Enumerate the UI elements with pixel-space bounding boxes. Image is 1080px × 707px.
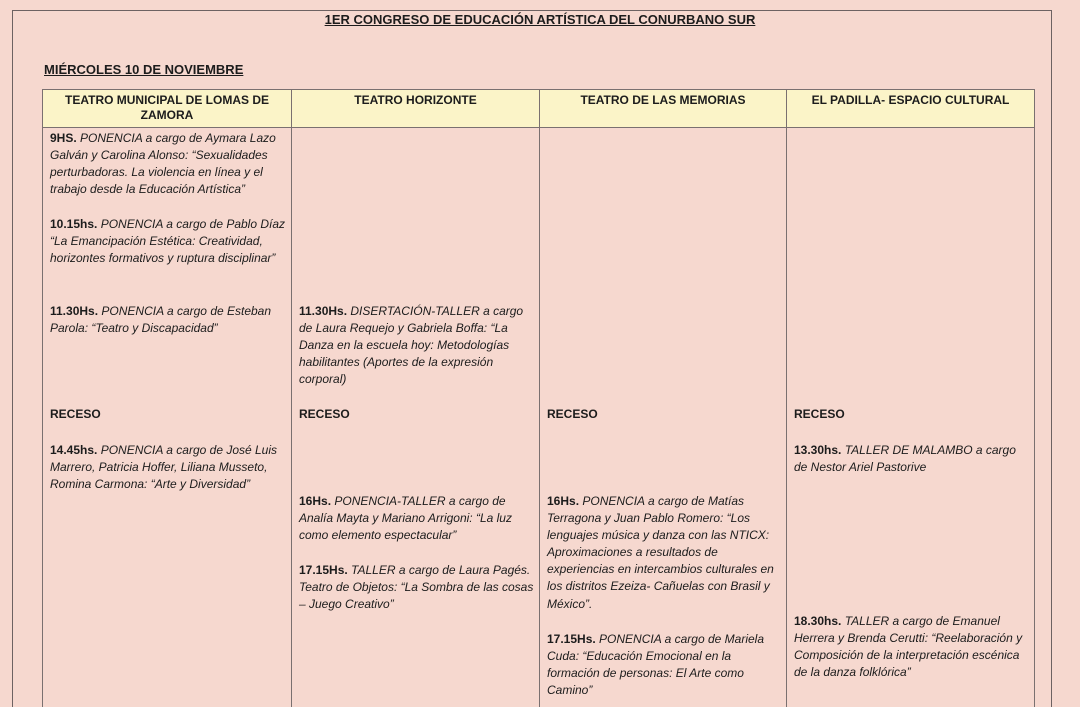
entry-text: TALLER a cargo de Emanuel Herrera y Brenda Cerutti: “Reelaboración y Composición de la interpretación escénica de la danza folklórica” xyxy=(794,614,1023,680)
entry-time: 11.30Hs. xyxy=(299,304,348,318)
day-heading: MIÉRCOLES 10 DE NOVIEMBRE xyxy=(44,62,244,77)
entry-time: 17.15Hs. xyxy=(547,632,596,646)
entry-text: TALLER a cargo de Laura Pagés. Teatro de Objetos: “La Sombra de las cosas – Juego Creativo” xyxy=(299,563,534,612)
venue-header-padilla: EL PADILLA- ESPACIO CULTURAL xyxy=(787,90,1035,128)
receso-label: RECESO xyxy=(547,407,598,421)
document-title: 1ER CONGRESO DE EDUCACIÓN ARTÍSTICA DEL CONURBANO SUR xyxy=(324,12,756,27)
venue-header-horizonte: TEATRO HORIZONTE xyxy=(292,90,540,128)
schedule-entry xyxy=(547,631,781,699)
entry-text: TALLER DE MALAMBO a cargo de Nestor Ariel Pastorive xyxy=(794,443,1016,475)
schedule-entry xyxy=(794,442,1029,476)
entry-text: PONENCIA a cargo de José Luis Marrero, Patricia Hoffer, Liliana Musseto, Romina Carmona: “Arte y Diversidad” xyxy=(50,443,278,492)
receso-label: RECESO xyxy=(299,407,350,421)
schedule-table xyxy=(42,89,1035,707)
receso-label: RECESO xyxy=(794,407,845,421)
entry-time: 10.15hs. xyxy=(50,217,98,231)
schedule-entry xyxy=(299,562,534,613)
entry-time: 16Hs. xyxy=(547,494,580,508)
entry-time: 14.45hs. xyxy=(50,443,98,457)
receso-label: RECESO xyxy=(50,407,101,421)
schedule-entry xyxy=(299,303,534,388)
venue-column-horizonte xyxy=(292,128,540,707)
schedule-entry xyxy=(50,303,286,337)
entry-time: 18.30hs. xyxy=(794,614,842,628)
entry-text: PONENCIA a cargo de Esteban Parola: “Teatro y Discapacidad” xyxy=(50,304,272,336)
venue-header-memorias: TEATRO DE LAS MEMORIAS xyxy=(540,90,787,128)
schedule-entry xyxy=(50,216,286,267)
entry-text: PONENCIA-TALLER a cargo de Analía Mayta y Mariano Arrigoni: “La luz como elemento espectacular” xyxy=(299,494,512,543)
entry-text: PONENCIA a cargo de Aymara Lazo Galván y Carolina Alonso: “Sexualidades perturbadoras. La violencia en línea y el trabajo desde la Educación Artística” xyxy=(50,131,276,197)
venue-header-lomas: TEATRO MUNICIPAL DE LOMAS DE ZAMORA xyxy=(43,90,292,128)
schedule-entry xyxy=(299,493,534,544)
venue-column-memorias xyxy=(540,128,787,707)
schedule-entry xyxy=(794,613,1029,681)
entry-time: 17.15Hs. xyxy=(299,563,348,577)
schedule-entry xyxy=(547,493,781,613)
schedule-entry xyxy=(50,130,286,198)
entry-time: 9HS. xyxy=(50,131,77,145)
entry-text: PONENCIA a cargo de Pablo Díaz “La Emancipación Estética: Creatividad, horizontes formativos y ruptura disciplinar” xyxy=(50,217,286,266)
schedule-row xyxy=(43,128,1035,707)
entry-time: 16Hs. xyxy=(299,494,332,508)
venue-column-padilla xyxy=(787,128,1035,707)
entry-time: 11.30Hs. xyxy=(50,304,99,318)
entry-time: 13.30hs. xyxy=(794,443,842,457)
schedule-entry xyxy=(50,442,286,493)
entry-text: DISERTACIÓN-TALLER a cargo de Laura Requejo y Gabriela Boffa: “La Danza en la escuela hoy: Metodologías habilitantes (Aportes de la expresión corporal) xyxy=(299,304,524,387)
entry-text: PONENCIA a cargo de Matías Terragona y Juan Pablo Romero: “Los lenguajes música y danza con las NTICX: Aproximaciones a resultados de experiencias en intercambios culturales en los distritos Ezeiza- Cañuelas con Brasil y México”. xyxy=(547,494,774,611)
entry-text: PONENCIA a cargo de Mariela Cuda: “Educación Emocional en la formación de personas: El Arte como Camino” xyxy=(547,632,764,698)
header-row xyxy=(43,90,1035,128)
venue-column-lomas xyxy=(43,128,292,707)
